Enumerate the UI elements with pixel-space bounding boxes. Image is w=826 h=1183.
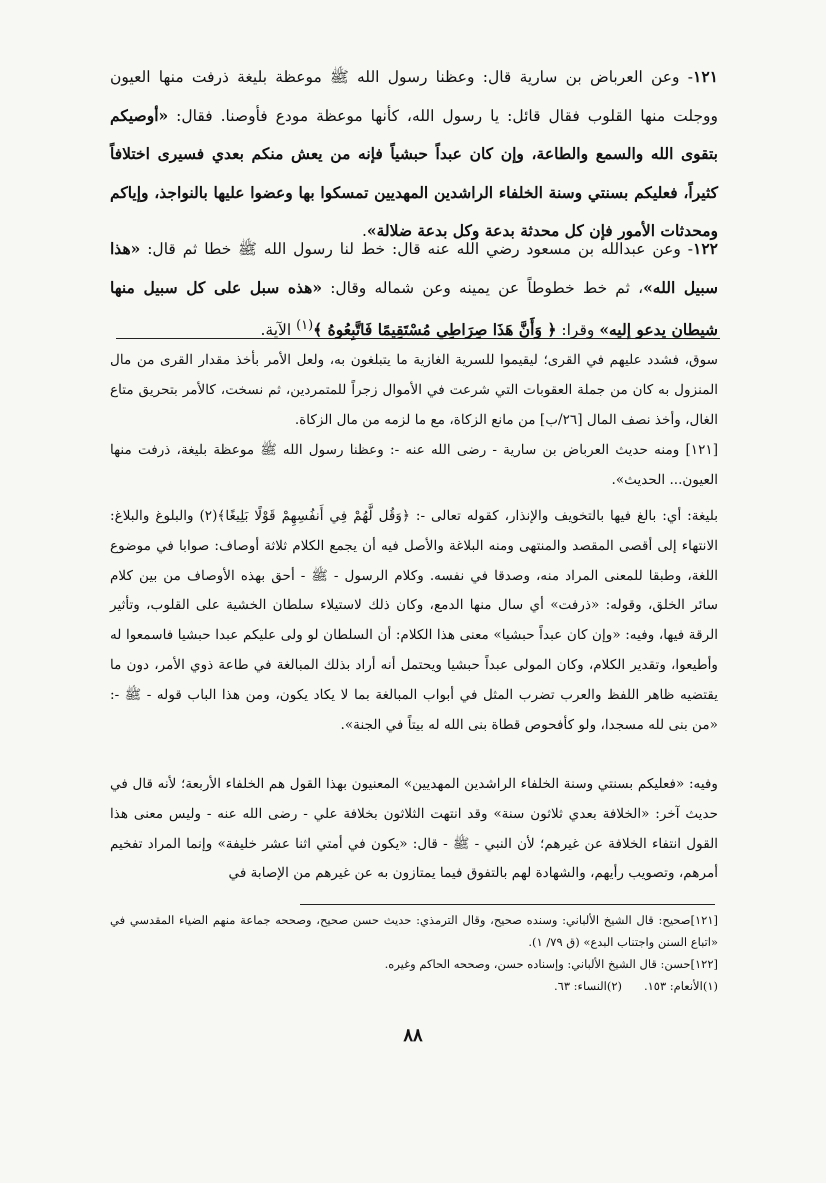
footnotes bbox=[110, 909, 718, 997]
hadith-mid: ، ثم خط خطوطاً عن يمينه وعن شماله وقال: bbox=[322, 278, 644, 297]
commentary-1 bbox=[110, 346, 718, 435]
hadith-intro: - وعن العرباض بن سارية قال: وعظنا رسول الله ﷺ موعظة بليغة ذرفت منها العيون ووجلت منها القلوب فقال قائل: يا رسول الله، كأنها موعظة مودع فأوصنا. فقال: bbox=[110, 68, 718, 125]
commentary-3 bbox=[110, 502, 718, 740]
hadith-end: الآية. bbox=[260, 321, 297, 340]
verse-intro: وقرا: bbox=[556, 321, 600, 340]
commentary-4 bbox=[110, 770, 718, 889]
hadith-121 bbox=[110, 58, 718, 251]
hadith-end: . bbox=[361, 222, 367, 240]
hadith-number: ١٢١ bbox=[693, 67, 718, 86]
footnote-122: [١٢٢]حسن: قال الشيخ الألباني: وإسناده حسن، وصححه الحاكم وغيره. bbox=[384, 957, 718, 971]
commentary-paragraph: وفيه: «فعليكم بسنتي وسنة الخلفاء الراشدين المهديين» المعنيون بهذا القول هم الخلفاء الأربعة؛ لأنه قال في حديث آخر: «الخلافة بعدي ثلاثون سنة» وقد انتهت الثلاثون بخلافة علي - رضى الله عنه - وليس معنى هذا القول انتفاء الخلافة عن غيرهم؛ لأن النبي - ﷺ - قال: «يكون في أمتي اثنا عشر خليفة» وإنما المراد تفخيم أمرهم، وتصويب رأيهم، والشهادة لهم بالتفوق فيما يمتازون به عن غيرهم من الإصابة في bbox=[110, 776, 718, 882]
footnote-divider bbox=[300, 904, 715, 905]
verse-footnote-ref: (١) bbox=[296, 318, 314, 333]
commentary-paragraph: [١٢١] ومنه حديث العرباض بن سارية - رضى الله عنه -: وعظنا رسول الله ﷺ موعظة بليغة، ذرفت منها العيون... الحديث». bbox=[110, 442, 718, 488]
hadith-number: ١٢٢ bbox=[693, 239, 718, 258]
footnote-121: [١٢١]صحيح: قال الشيخ الألباني: وسنده صحيح، وقال الترمذي: حديث حسن صحيح، وصححه جماعة منهم الضياء المقدسي في «اتباع السنن واجتناب البدع» (ق ٧٩/ ١). bbox=[110, 913, 718, 949]
quran-verse: ﴿ وَأَنَّ هَذَا صِرَاطِي مُسْتَقِيمًا فَاتَّبِعُوهُ ﴾ bbox=[313, 320, 557, 340]
commentary-paragraph: سوق، فشدد عليهم في القرى؛ ليقيموا للسرية الغازية ما يتبلغون به، ولعل الأمر بأخذ مقدار القرى من مال المنزول به كان من جملة العقوبات التي شرعت في الأموال زجراً للمتمردين، ثم نسخت، كالأمر بتحريق متاع الغال، وأخذ نصف المال [٢٦/ب] من مانع الزكاة، مع ما لزمه من مال الزكاة. bbox=[110, 352, 718, 428]
section-divider bbox=[116, 338, 720, 339]
commentary-2 bbox=[110, 436, 718, 496]
footnote-refs: (١)الأنعام: ١٥٣. (٢)النساء: ٦٣. bbox=[553, 979, 718, 993]
hadith-122 bbox=[110, 230, 718, 350]
hadith-intro: - وعن عبدالله بن مسعود رضي الله عنه قال: خط لنا رسول الله ﷺ خطا ثم قال: bbox=[140, 240, 694, 258]
page-number: ٨٨ bbox=[403, 1025, 423, 1046]
hadith-matn: «أوصيكم بتقوى الله والسمع والطاعة، وإن كان عبداً حبشياً فإنه من يعش منكم بعدي فسيرى اختلافاً كثيراً، فعليكم بسنتي وسنة الخلفاء الراشدين المهديين تمسكوا بها وعضوا عليها بالنواجذ، وإياكم ومحدثات الأمور فإن كل محدثة بدعة وكل بدعة ضلالة» bbox=[110, 105, 718, 240]
commentary-paragraph: بليغة: أي: بالغ فيها بالتخويف والإنذار، كقوله تعالى -: ﴿وَقُل لَّهُمْ فِي أَنفُسِهِمْ قَوْلًا بَلِيغًا﴾(٢) والبلوغ والبلاغ: الانتهاء إلى أقصى المقصد والمنتهى ومنه البلاغة والأصل فيه أن يجمع الكلام ثلاثة أوصاف: صوابا في موضوع اللغة، وطبقا للمعنى المراد منه، وصدقا في نفسه. وكلام الرسول - ﷺ - أحق بهذه الأوصاف من بين كلام سائر الخلق، وقوله: «ذرفت» أي سال منها الدمع، وكان ذلك لاستيلاء سلطان الخشية على القلوب، وتأثير الرقة فيها، وفيه: «وإن كان عبداً حبشيا» معنى هذا الكلام: أن السلطان لو ولى عليكم عبدا حبشيا فاسمعوا له وأطيعوا، وتقدير الكلام، وكان المولى عبداً حبشيا ويحتمل أنه أراد بذلك المبالغة في طاعة ذوي الأمر، دون ما يقتضيه ظاهر اللفظ والعرب تضرب المثل في أبواب المبالغة بما لا يكاد يكون، ومن هذا الباب قوله - ﷺ -: «من بنى لله مسجدا، ولو كأفحوص قطاة بنى الله له بيتاً في الجنة». bbox=[110, 508, 718, 733]
hadith-matn-2: «هذه سبل على كل سبيل منها شيطان يدعو إليه» bbox=[110, 277, 718, 340]
hadith-matn-1: «هذا سبيل الله» bbox=[110, 239, 718, 297]
